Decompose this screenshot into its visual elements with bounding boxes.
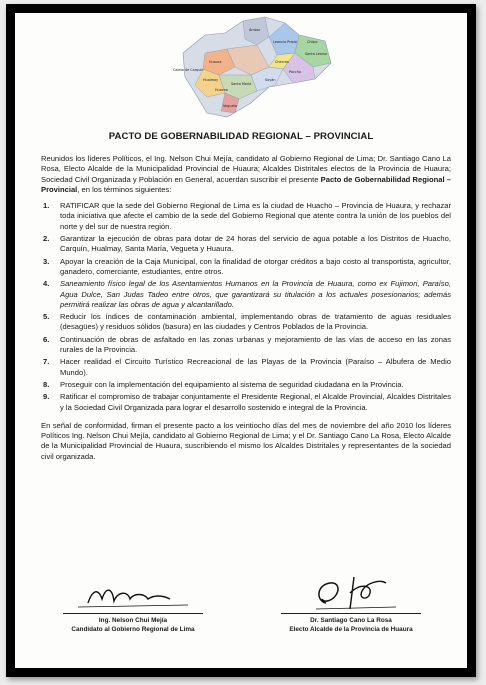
list-item [41, 380, 451, 390]
province-map [165, 13, 335, 125]
document-page [15, 13, 467, 668]
signature-block-left [33, 573, 233, 634]
item-text: Proseguir con la implementación del equipamiento al sistema de seguridad ciudadana en la Provincia. [60, 379, 404, 389]
list-item [41, 335, 451, 356]
map-label: Checras [275, 60, 289, 64]
item-text: Reducir los índices de contaminación ambiental, implementando obras de tratamiento de aguas residuales (desagües) y residuos sólidos (basura) en las ciudades y Centros Poblados de la Provincia. [60, 312, 451, 332]
intro-text: Reunidos los líderes Políticos, el Ing. Nelson Chui Mejía, candidato al Gobierno Regional de Lima; Dr. Santiago Cano La Rosa, Electo Alcalde de la Municipalidad Provincial de Huaura; Alcaldes Distritales electos de la Provincia de Huaura; Sociedad Civil Organizada y Población en General, acuerdan suscribir el presente [41, 154, 451, 184]
map-label: Huaura [209, 60, 222, 64]
map-label: Vegueta [223, 104, 237, 108]
map-label: Chilpo [307, 40, 318, 44]
item-text: Hacer realidad el Circuito Turístico Recreacional de las Playas de la Provincia (Paraíso – Albufera de Medio Mundo). [60, 357, 451, 377]
agreement-list [41, 201, 451, 413]
item-number: 9. [43, 392, 50, 402]
item-text: Apoyar la creación de la Caja Municipal, con la finalidad de otorgar créditos a bajo costo al transportista, agricultor, ganadero, comerciante, estudiantes, entre otros. [60, 256, 451, 276]
list-item [41, 312, 451, 333]
item-text: Ratificar el compromiso de trabajar conjuntamente el Presidente Regional, el Alcalde Provincial, Alcaldes Distritales y la Sociedad Civil Organizada para lograr el desarrollo sostenido e integral de la Provincia. [60, 392, 451, 412]
intro-text-end: , en los términos siguientes: [77, 184, 172, 194]
intro-paragraph [41, 154, 451, 195]
item-text: RATIFICAR que la sede del Gobierno Regional de Lima es la ciudad de Huacho – Provincia de Huaura, y rechazar toda iniciativa que afecte el cambio de la sede del Gobierno Regional que atente contra la unión de los pueblos del norte y del sur de nuestra región. [60, 201, 451, 231]
list-item [41, 201, 451, 232]
list-item [41, 357, 451, 378]
signer-name-left: Ing. Nelson Chui Mejía [98, 617, 168, 624]
handwritten-signature-right [276, 573, 426, 613]
signature-line [281, 613, 421, 614]
item-number: 2. [43, 234, 50, 244]
item-number: 7. [43, 357, 50, 367]
item-number: 8. [43, 379, 50, 389]
list-item [41, 257, 451, 278]
list-item [41, 392, 451, 413]
item-number: 4. [43, 279, 50, 289]
map-label: Huacho [215, 88, 228, 92]
map-label: Ámbar [249, 28, 261, 32]
item-number: 3. [43, 256, 50, 266]
item-number: 5. [43, 312, 50, 322]
document-frame [6, 4, 476, 677]
pact-name: Pacto de Gobernabilidad Regional – Provincial [41, 174, 452, 194]
signer-name-right: Dr. Santiago Cano La Rosa [310, 617, 392, 624]
signer-role-right: Electo Alcalde de la Provincia de Huaura [289, 626, 413, 633]
list-item [41, 234, 451, 255]
map-label: Hualmay [203, 78, 219, 82]
item-text: Garantizar la ejecución de obras para dotar de 24 horas del servicio de agua potable a los Distritos de Huacho, Carquín, Hualmay, Santa María, Vegueta y Huaura. [60, 234, 451, 254]
document-title: PACTO DE GOBERNABILIDAD REGIONAL – PROVINCIAL [108, 131, 374, 142]
document-body [41, 154, 451, 462]
map-label: Sayán [265, 78, 276, 82]
item-text: Saneamiento físico legal de los Asentamientos Humanos en la Provincia de Huaura, como ex Fujimori, Paraíso, Agua Dulce, San Judas Tadeo entre otros, que garantizará su titulación a los actuales posesionarios; además permitirá realizar las obras de agua y alcantarillado. [60, 279, 451, 309]
item-number: 6. [43, 334, 50, 344]
map-label: Santa María [231, 82, 252, 86]
handwritten-signature-left [58, 573, 208, 613]
map-label: Santa Leonor [305, 52, 328, 56]
map-label: Leoncio Prado [273, 40, 297, 44]
signer-role-left: Candidato al Gobierno Regional de Lima [71, 626, 195, 633]
item-text: Continuación de obras de asfaltado en las zonas urbanas y mejoramiento de las vías de acceso en las zonas rurales de la Provincia. [60, 334, 451, 355]
signature-line [63, 613, 203, 614]
closing-paragraph: En señal de conformidad, firman el presente pacto a los veintiocho días del mes de noviembre del año 2010 los líderes Políticos Ing. Nelson Chui Mejía, candidato al Gobierno Regional de Lima; y el Dr. Santiago Cano La Rosa, Electo Alcalde de la Municipalidad Provincial de Huaura, suscribiendo el mismo los Alcaldes Distritales y representantes de la sociedad civil organizada. [41, 420, 451, 461]
map-label: Caleta de Carquín [173, 68, 204, 72]
item-number: 1. [43, 201, 50, 211]
list-item [41, 279, 451, 310]
map-label: Paccho [289, 70, 301, 74]
signature-block-right [251, 573, 451, 634]
